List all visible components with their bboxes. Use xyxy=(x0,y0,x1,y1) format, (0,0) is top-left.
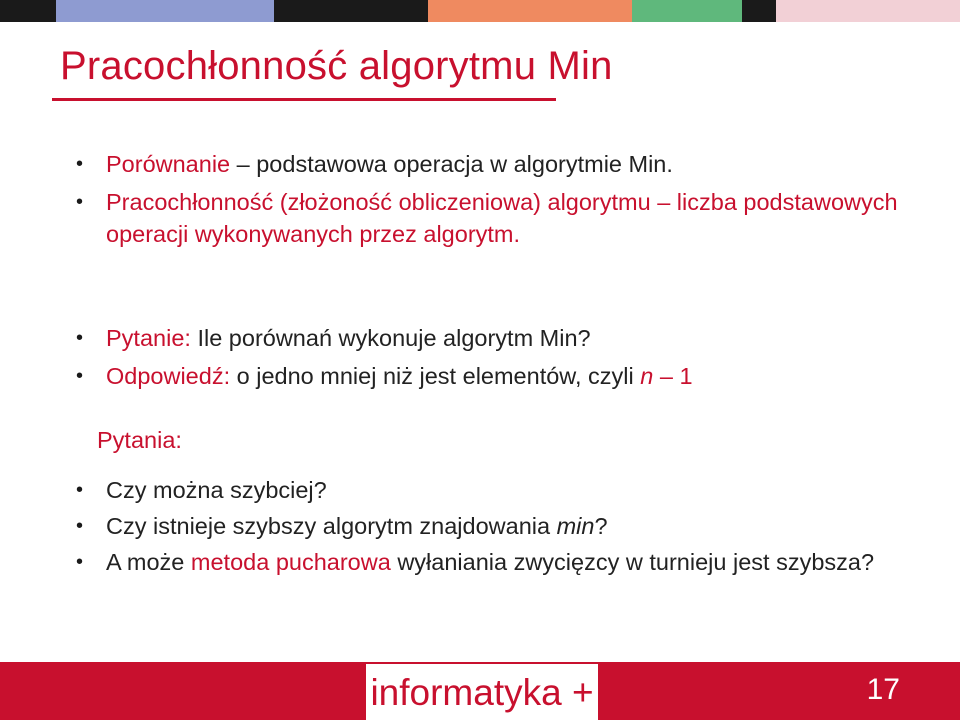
questions-heading: Pytania: xyxy=(97,427,182,453)
slide-title: Pracochłonność algorytmu Min xyxy=(60,44,613,88)
top-bar-segment xyxy=(742,0,776,22)
bullet-icon: • xyxy=(76,327,84,349)
term-min: min xyxy=(556,513,595,539)
bullet-icon: • xyxy=(76,365,84,387)
top-bar-segment xyxy=(56,0,274,22)
term-porownanie: Porównanie xyxy=(106,151,231,177)
page-number: 17 xyxy=(866,673,900,706)
top-bar-segment xyxy=(776,0,960,22)
question-tail: ? xyxy=(594,513,608,539)
list-item xyxy=(76,360,693,392)
list-item xyxy=(76,186,960,250)
list-item xyxy=(76,322,693,354)
question-label: Pytanie: xyxy=(106,325,191,351)
top-bar-segment xyxy=(0,0,56,22)
definitions-list xyxy=(76,148,960,250)
list-item xyxy=(76,474,874,506)
list-item xyxy=(76,148,960,180)
variable-n: n xyxy=(640,363,654,389)
answer-tail: – 1 xyxy=(653,363,693,389)
bullet-icon: • xyxy=(76,515,84,537)
term-metoda-pucharowa: metoda pucharowa xyxy=(190,549,391,575)
question-text: A może xyxy=(106,549,191,575)
question-text: Czy istnieje szybszy algorytm znajdowania xyxy=(106,513,557,539)
question-tail: wyłaniania zwycięzcy w turnieju jest szybsza? xyxy=(390,549,875,575)
questions-list xyxy=(76,474,874,578)
answer-text: o jedno mniej niż jest elementów, czyli xyxy=(230,363,641,389)
term-pracochlonnosc: Pracochłonność (złożoność obliczeniowa) algorytmu – liczba podstawowych operacji wykonywanych przez algorytm. xyxy=(106,189,898,247)
title-underline xyxy=(52,98,556,101)
bullet-icon: • xyxy=(76,479,84,501)
definition-text: – podstawowa operacja w algorytmie Min. xyxy=(230,151,673,177)
bullet-icon: • xyxy=(76,551,84,573)
qa-list xyxy=(76,322,693,392)
top-bar-segment xyxy=(632,0,742,22)
question-text: Czy można szybciej? xyxy=(106,477,327,503)
list-item xyxy=(76,510,874,542)
bullet-icon: • xyxy=(76,191,84,213)
question-text: Ile porównań wykonuje algorytm Min? xyxy=(190,325,591,351)
top-bar-segment xyxy=(428,0,632,22)
list-item xyxy=(76,546,874,578)
bullet-icon: • xyxy=(76,153,84,175)
top-color-bar xyxy=(0,0,960,22)
top-bar-segment xyxy=(274,0,428,22)
answer-label: Odpowiedź: xyxy=(106,363,231,389)
brand-logo: informatyka + xyxy=(366,664,598,720)
